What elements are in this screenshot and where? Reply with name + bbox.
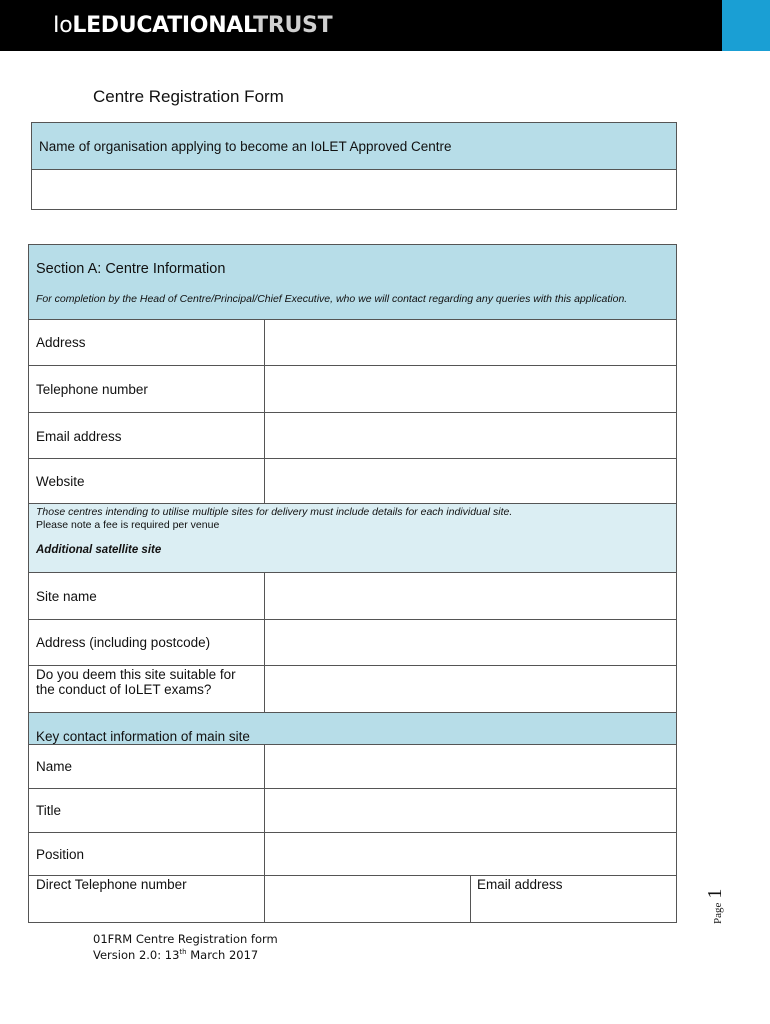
direct-phone-field[interactable] xyxy=(265,876,469,922)
logo-suffix: TRUST xyxy=(253,13,333,38)
satellite-note-block xyxy=(29,504,676,572)
page-number xyxy=(704,878,750,924)
website-label: Website xyxy=(36,474,85,489)
satellite-heading: Additional satellite site xyxy=(36,544,162,556)
logo-main: LEDUCATIONAL xyxy=(72,13,254,38)
satellite-note-2: Please note a fee is required per venue xyxy=(36,519,220,531)
contact-position-field[interactable] xyxy=(265,833,676,875)
site-address-label: Address (including postcode) xyxy=(36,635,211,650)
contact-position-label: Position xyxy=(36,847,85,862)
footer-version: Version 2.0: 13th March 2017 xyxy=(93,948,259,962)
website-field[interactable] xyxy=(265,459,676,503)
contact-name-field[interactable] xyxy=(265,745,676,788)
contact-email-field[interactable] xyxy=(471,893,676,922)
satellite-note-1: Those centres intending to utilise multiple sites for delivery must include details for each individual site. xyxy=(36,506,513,518)
section-a-note: For completion by the Head of Centre/Principal/Chief Executive, who we will contact regarding any queries with this application. xyxy=(36,293,628,305)
section-a-title: Section A: Centre Information xyxy=(36,261,226,277)
site-suitable-field[interactable] xyxy=(265,666,676,712)
contact-title-field[interactable] xyxy=(265,789,676,832)
email-label: Email address xyxy=(36,429,122,444)
direct-phone-label: Direct Telephone number xyxy=(36,877,187,892)
header-accent xyxy=(722,0,770,51)
section-a-header xyxy=(29,245,676,319)
page-word: Page xyxy=(712,902,724,924)
key-contact-header xyxy=(29,713,676,744)
contact-title-label: Title xyxy=(36,803,62,818)
address-label: Address xyxy=(36,335,86,350)
telephone-label: Telephone number xyxy=(36,382,148,397)
address-field[interactable] xyxy=(265,320,676,365)
form-title: Centre Registration Form xyxy=(93,87,284,106)
logo-prefix: Io xyxy=(53,13,73,38)
page-number-value: 1 xyxy=(704,888,726,899)
email-field[interactable] xyxy=(265,413,676,458)
iolet-logo xyxy=(53,12,332,40)
org-name-label: Name of organisation applying to become an IoLET Approved Centre xyxy=(39,139,452,154)
site-name-field[interactable] xyxy=(265,573,676,619)
site-address-field[interactable] xyxy=(265,620,676,665)
org-name-field[interactable] xyxy=(31,169,677,210)
key-contact-heading: Key contact information of main site xyxy=(36,729,250,744)
footer-form-id: 01FRM Centre Registration form xyxy=(93,932,278,946)
site-suitable-label: Do you deem this site suitable for the conduct of IoLET exams? xyxy=(36,667,236,697)
contact-email-label: Email address xyxy=(477,877,563,892)
org-name-header xyxy=(31,122,677,170)
contact-name-label: Name xyxy=(36,759,73,774)
site-name-label: Site name xyxy=(36,589,97,604)
header-bar xyxy=(0,0,722,51)
telephone-field[interactable] xyxy=(265,366,676,412)
